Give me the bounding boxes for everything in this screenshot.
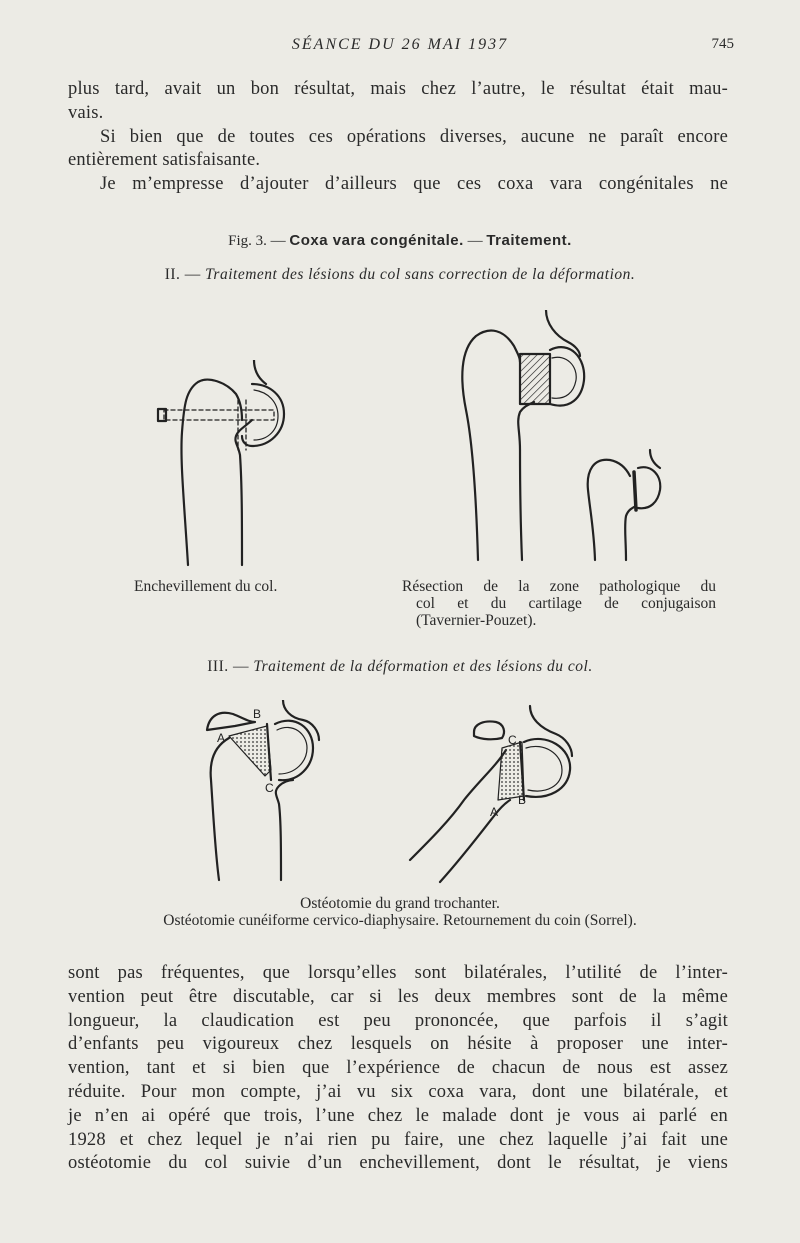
pelvis-line [650, 450, 660, 468]
peg [164, 410, 274, 420]
wedge-zone [229, 726, 271, 776]
section-iii-numeral: III. [207, 658, 229, 675]
wedge-osteotomy-drawing [400, 700, 590, 885]
femoral-head [524, 739, 570, 797]
bottom-paragraph [68, 962, 728, 1176]
text-line: réduite. Pour mon compte, j’ai vu six coxa vara, dont une bilatérale, et [68, 1081, 728, 1102]
femur-small-medial [625, 506, 636, 560]
running-title: SÉANCE DU 26 MAI 1937 [291, 36, 509, 53]
section-ii-title: Traitement des lésions du col sans correction de la déformation. [205, 266, 636, 283]
femoral-head-inner [526, 746, 562, 791]
figure-title-main: Coxa vara congénitale. [289, 232, 464, 249]
femur-outline [181, 380, 242, 565]
label-c: C [265, 781, 274, 795]
label-a: A [217, 731, 226, 745]
femur-small-outline [588, 460, 630, 560]
label-b: B [518, 793, 527, 807]
label-c: C [508, 733, 517, 747]
femur-outline-medial [440, 800, 510, 882]
text-line: Je m’empresse d’ajouter d’ailleurs que ces coxa vara congénitales ne [100, 174, 728, 195]
text-line: Si bien que de toutes ces opérations diverses, aucune ne paraît encore [100, 126, 728, 147]
femur-outline [211, 738, 229, 880]
growth-plate [634, 472, 636, 510]
femoral-head-inner [277, 727, 307, 774]
pelvis-line [530, 706, 572, 756]
femur-outline [462, 331, 520, 560]
text-line: entièrement satisfaisante. [68, 150, 261, 171]
label-a: A [490, 805, 499, 819]
section-iii-heading: III. — Traitement de la déformation et des lésions du col. [207, 658, 593, 675]
osteotomy-trochanter-drawing [195, 700, 335, 885]
section-ii-heading: II. — Traitement des lésions du col sans correction de la déformation. [164, 266, 636, 283]
caption-section-iii: Ostéotomie du grand trochanter. Ostéotomie cunéiforme cervico-diaphysaire. Retournement du coin (Sorrel). [163, 895, 637, 929]
femoral-head-inner [552, 357, 576, 398]
section-iii-title: Traitement de la déformation et des lésions du col. [253, 658, 593, 675]
femur-outline-medial [518, 402, 534, 560]
femoral-head-small [638, 467, 660, 508]
top-paragraph [68, 78, 728, 197]
figure-number: Fig. 3. [228, 233, 267, 249]
caption-right: Résection de la zone pathologique du col et du cartilage de conjugaison (Tavernier-Pouzet). [402, 578, 716, 629]
femur-peg-drawing [150, 360, 310, 575]
text-line: 1928 et chez lequel je n’ai rien pu faire, une chez laquelle j’ai fait une [68, 1129, 728, 1150]
caption-left: Enchevillement du col. [134, 578, 278, 595]
femur-resection-drawing [440, 310, 680, 575]
text-line: vention peut être discutable, car si les deux membres sont de la même [68, 986, 728, 1007]
section-ii-numeral: II. [164, 266, 181, 283]
peg-head [158, 409, 166, 421]
trochanter-fragment [207, 713, 255, 730]
figure-title: Fig. 3. — Coxa vara congénitale. — Traitement. [228, 232, 572, 249]
text-line: sont pas fréquentes, que lorsqu’elles sont bilatérales, l’utilité de l’inter- [68, 963, 728, 983]
femur-outline-medial [276, 780, 293, 880]
text-line: vais. [68, 102, 104, 123]
running-header [0, 36, 800, 60]
text-line: je n’en ai opéré que trois, l’une chez le malade dont je vous ai parlé en [68, 1105, 728, 1126]
trochanter-fragment [474, 721, 504, 739]
text-line: d’enfants peu vigoureux chez lesquels on hésite à proposer une inter- [68, 1034, 728, 1055]
resected-zone [520, 354, 550, 404]
text-line: longueur, la claudication est peu prononcée, que parfois il s’agit [68, 1010, 728, 1031]
label-b: B [253, 707, 262, 721]
text-line: vention, tant et si bien que l’expérience de chacun de nous est assez [68, 1058, 728, 1079]
page-number: 745 [711, 36, 734, 52]
pelvis-line [254, 360, 266, 384]
figure-subtitle: Traitement. [486, 232, 572, 249]
text-line: ostéotomie du col suivie d’un enchevillement, dont le résultat, je viens [68, 1153, 728, 1174]
text-line: plus tard, avait un bon résultat, mais chez l’autre, le résultat était mau- [68, 79, 728, 99]
